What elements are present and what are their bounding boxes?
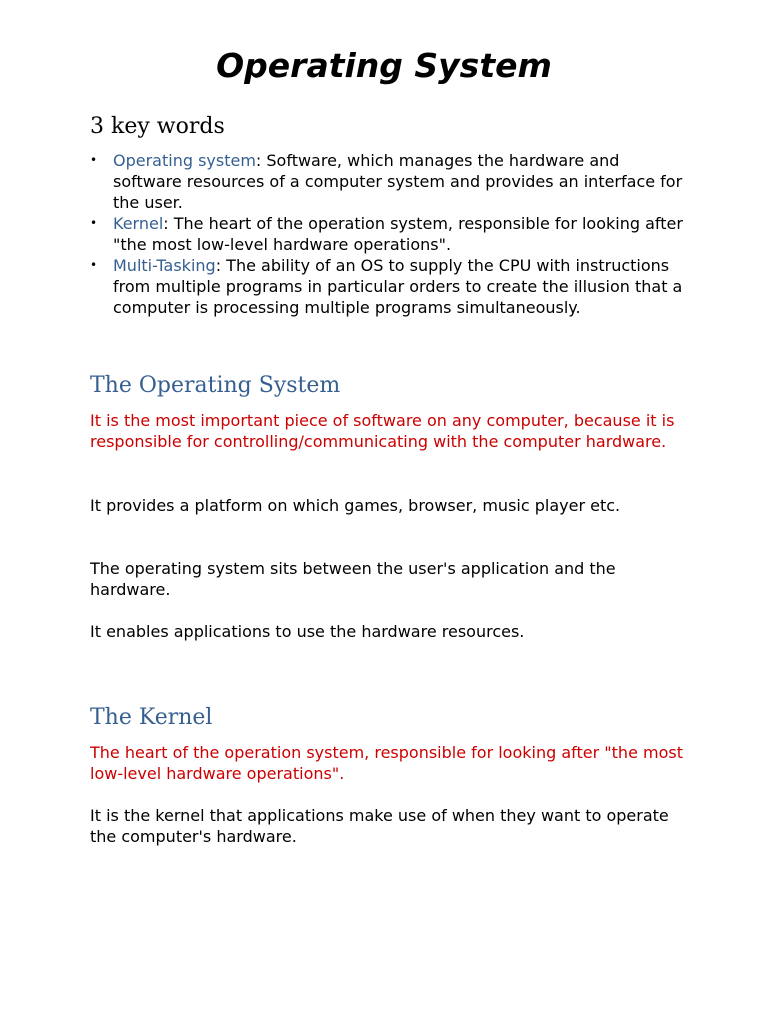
bullet-icon: • [90,258,98,272]
page-title: Operating System [216,46,552,85]
key-term: Kernel [113,214,164,233]
os-paragraph: It enables applications to use the hardware resources. [90,622,525,641]
os-paragraph: The operating system sits between the user's application and the hardware. [90,559,616,599]
key-definition: : The ability of an OS to supply the CPU with instructions from multiple programs in particular orders to create the illusion that a computer is processing multiple programs simultaneously. [113,256,683,317]
list-item [90,213,690,255]
key-definition: : The heart of the operation system, responsible for looking after "the most low-level hardware operations". [113,214,683,254]
key-words-heading: 3 key words [90,114,225,139]
key-term: Multi-Tasking [113,256,216,275]
list-item [90,150,690,213]
operating-system-heading: The Operating System [90,373,341,398]
os-paragraph: It provides a platform on which games, browser, music player etc. [90,496,621,515]
key-words-list [90,150,690,318]
kernel-heading: The Kernel [90,705,213,730]
bullet-icon: • [90,153,98,167]
key-term: Operating system [113,151,256,170]
kernel-paragraph: It is the kernel that applications make use of when they want to operate the computer's hardware. [90,806,669,846]
kernel-paragraph-emphasis: The heart of the operation system, responsible for looking after "the most low-level hardware operations". [90,743,683,783]
list-item [90,255,690,318]
key-definition: : Software, which manages the hardware and software resources of a computer system and provides an interface for the user. [113,151,683,212]
os-paragraph-emphasis: It is the most important piece of software on any computer, because it is responsible for controlling/communicating with the computer hardware. [90,411,675,451]
bullet-icon: • [90,216,98,230]
